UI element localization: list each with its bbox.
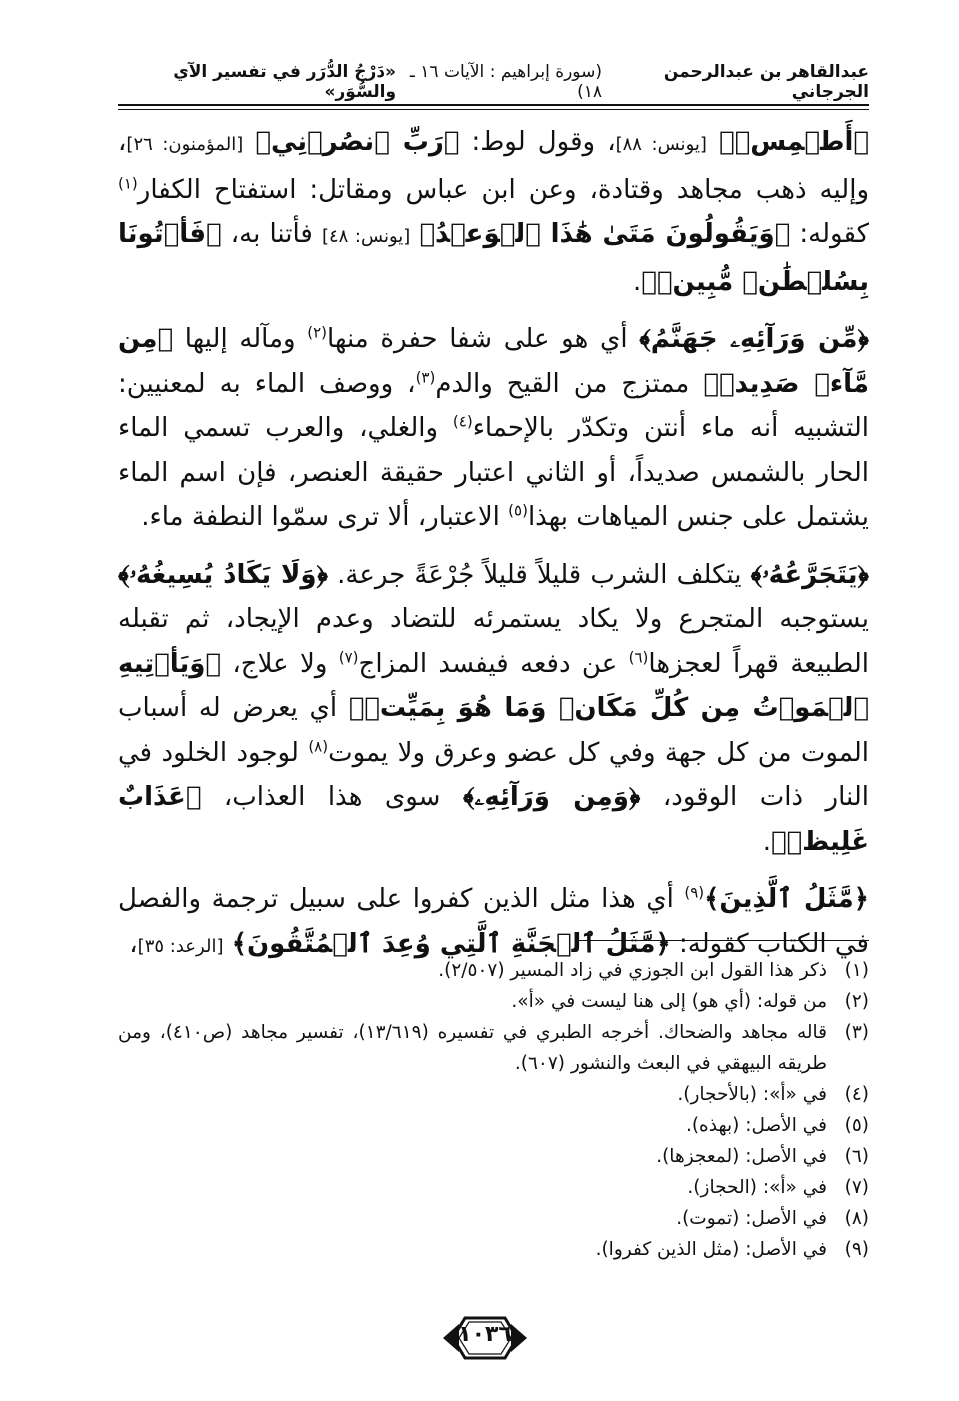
running-header [118, 64, 869, 100]
paragraph-1 [118, 120, 869, 304]
source-ref: [يونس: ٨٨] [615, 134, 707, 155]
footnote-item [118, 1172, 869, 1203]
footnote-text: في الأصل: (لمعجزها). [656, 1146, 827, 1167]
footnote-marker[interactable]: (٣) [415, 367, 436, 386]
quran-quote: ﴿مِّن وَرَآئِهِۦ جَهَنَّمُ﴾ [639, 324, 869, 354]
footnote-marker[interactable]: (٥) [508, 501, 528, 520]
text-run: ، [129, 928, 138, 959]
header-author: عبدالقاهر بن عبدالرحمن الجرجاني [663, 62, 869, 102]
text-run: أي هو على شفا حفرة منها [327, 324, 640, 354]
quran-quote: ﴿مَّثَلُ ٱلۡجَنَّةِ ٱلَّتِي وُعِدَ ٱلۡمُتَّقُونَ﴾ [231, 928, 671, 959]
footnote-separator [579, 940, 869, 941]
footnote-marker[interactable]: (٩) [684, 883, 705, 902]
footnote-marker[interactable]: (٢) [307, 323, 328, 342]
footnote-item [118, 1234, 869, 1265]
source-ref: [يونس: ٤٨] [321, 226, 411, 247]
footnotes [118, 955, 869, 1265]
quran-quote: ﴿مَّثَلُ ٱلَّذِينَ﴾ [704, 884, 869, 914]
footnote-number: (٢) [844, 991, 869, 1012]
footnote-text: من قوله: (أي هو) إلى هنا ليست في «أ». [511, 991, 827, 1012]
source-ref: [الرعد: ٣٥] [137, 935, 224, 957]
text-run: لوجود الخلود في النار ذات الوقود، [118, 737, 869, 812]
text-run: . [762, 826, 771, 857]
text-run: ولا علاج، [221, 648, 339, 679]
quran-quote: ﴿عَذَابٌ غَلِيظٞ﴾ [118, 782, 869, 857]
paragraph-3 [118, 553, 869, 865]
quran-quote: ﴿وَيَأۡتِيهِ ٱلۡمَوۡتُ مِن كُلِّ مَكَانٖ وَمَا هُوَ بِمَيِّتٖ﴾ [118, 648, 869, 723]
footnote-text: في الأصل: (مثل الذين كفروا). [595, 1239, 827, 1260]
footnote-number: (٨) [844, 1208, 869, 1229]
text-run: ، ووصف الماء به لمعنيين: التشبيه أنه ماء أنتن وتكدّر بالإحماء [118, 368, 869, 443]
footnote-number: (٧) [844, 1177, 869, 1198]
footnote-item [118, 1203, 869, 1234]
quran-quote: ﴿وَيَقُولُونَ مَتَىٰ هَٰذَا ٱلۡوَعۡدُ﴾ [419, 219, 791, 249]
quran-quote: ﴿أَطۡمِسۡ﴾ [719, 127, 870, 157]
footnote-number: (٦) [844, 1146, 869, 1167]
source-ref: [المؤمنون: ٢٦] [126, 134, 244, 155]
footnote-text: في الأصل: (بهذه). [685, 1115, 827, 1136]
text-run: يتكلف الشرب قليلاً قليلاً جُرْعَةً جرعة. [328, 559, 751, 590]
text-run: الاعتبار، ألا ترى سمّوا النطفة ماء. [141, 502, 509, 532]
text-run: . [632, 266, 642, 297]
text-run: أي يعرض له أسباب الموت من كل جهة وفي كل عضو وعرق ولا يموت [118, 693, 869, 768]
footnote-marker[interactable]: (٧) [338, 647, 359, 666]
header-surah: (سورة إبراهيم : الآيات ١٦ ـ ١٨) [409, 62, 602, 102]
main-text [118, 120, 869, 982]
footnote-text: في «أ»: (الحجاز). [687, 1177, 827, 1198]
quran-quote: ﴿رَبِّ ٱنصُرۡنِي﴾ [255, 127, 460, 157]
text-run: ومآله إليها [173, 324, 308, 354]
footnote-text: ذكر هذا القول ابن الجوزي في زاد المسير (٢/٥٠٧). [438, 960, 827, 981]
quran-quote: ﴿مِن مَّآءٖ صَدِيدٖ﴾ [118, 324, 870, 399]
footnote-item [118, 955, 869, 986]
footnote-number: (٩) [844, 1239, 869, 1260]
text-run: ، وقول لوط: [459, 127, 616, 157]
paragraph-2 [118, 317, 869, 540]
header-book-title: «دَرْجُ الدُّرَر في تفسير الآي والسُّوَر» [173, 62, 397, 102]
footnote-item [118, 1110, 869, 1141]
header-rule [118, 104, 869, 110]
text-run: ممتزج من القيح والدم [435, 368, 704, 399]
text-run: والغلي، والعرب تسمي الماء الحار بالشمس صديداً، أو الثاني اعتبار حقيقة العنصر، فإن اسم الماء يشتمل على جنس المياهات بهذا [118, 413, 869, 532]
quran-quote: ﴿فَأۡتُونَا بِسُلۡطَٰنٖ مُّبِينٖ﴾ [118, 219, 869, 297]
footnote-number: (٤) [844, 1084, 869, 1105]
footnote-number: (٥) [844, 1115, 869, 1136]
text-run: ، وإليه ذهب مجاهد وقتادة، وعن ابن عباس ومقاتل: استفتاح الكفار [118, 127, 869, 205]
footnote-marker[interactable]: (٨) [308, 736, 329, 755]
footnote-marker[interactable]: (٦) [628, 647, 649, 666]
footnote-number: (١) [844, 960, 869, 981]
text-run: أي هذا مثل الذين كفروا على سبيل ترجمة والفصل في الكتاب كقوله: [118, 884, 869, 959]
footnote-marker[interactable]: (٤) [452, 412, 473, 431]
footnote-item [118, 986, 869, 1017]
footnote-text: في الأصل: (تموت). [676, 1208, 827, 1229]
text-run: سوى هذا العذاب، [201, 782, 463, 812]
footnote-text: قاله مجاهد والضحاك. أخرجه الطبري في تفسيره (١٣/٦١٩)، تفسير مجاهد (ص٤١٠)، ومن طريقه البيهقي في البعث والنشور (٦٠٧). [118, 1022, 827, 1074]
quran-quote: ﴿وَلَا يَكَادُ يُسِيغُهُۥ﴾ [118, 559, 329, 590]
footnote-text: في «أ»: (بالأحجار). [677, 1084, 827, 1105]
footnote-item [118, 1017, 869, 1079]
text-run: فأتنا به، [221, 219, 322, 249]
footnote-number: (٣) [844, 1022, 869, 1043]
footnote-item [118, 1079, 869, 1110]
footnote-item [118, 1141, 869, 1172]
page-number: ١٠٣٦ [458, 1322, 512, 1347]
footnote-marker[interactable]: (١) [118, 173, 138, 192]
quran-quote: ﴿وَمِن وَرَآئِهِۦ﴾ [462, 782, 641, 812]
text-run: يستوجبه المتجرع ولا يكاد يستمرئه للتضاد وعدم الإيجاد، ثم تقبله الطبيعة قهراً لعجزها [118, 604, 869, 679]
quran-quote: ﴿يَتَجَرَّعُهُۥ﴾ [750, 559, 869, 590]
text-run: كقوله: [790, 219, 870, 249]
text-run: عن دفعه فيفسد المزاج [358, 648, 629, 679]
